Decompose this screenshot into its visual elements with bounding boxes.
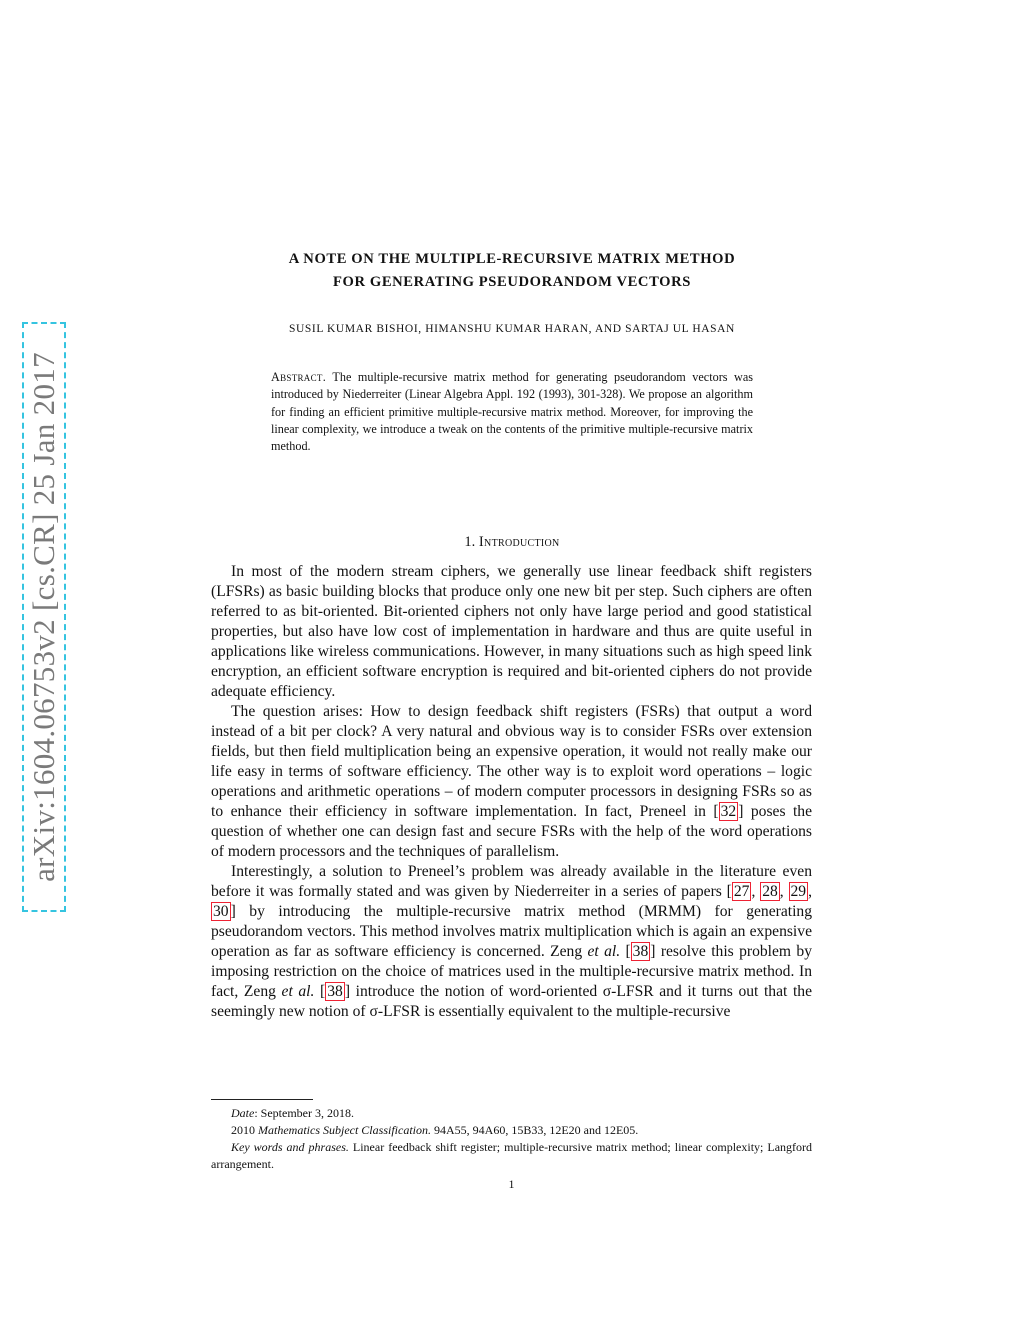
paragraph-1: In most of the modern stream ciphers, we generally use linear feedback shift registers (LFSRs) as basic building blocks that produce only one new bit per step. Such ciphers are often referred to as bit-oriented. Bit-oriented ciphers not only have large period and good statistical properties, but also have low cost of implementation in hardware and thus are quite useful in applications like wireless communications. However, in many situations such as high speed link encryption, an efficient software encryption is required and bit-oriented ciphers do not provide adequate efficiency.: [211, 563, 812, 700]
et-al-1: et al.: [587, 943, 621, 960]
paragraph-3-text-d: introduce the notion of word-oriented σ-LFSR and it turns out that the seemingly new notion of σ-LFSR is essentially equivalent to the multiple-recursive: [211, 983, 813, 1020]
page-number: 1: [508, 1177, 515, 1191]
paragraph-3: Interestingly, a solution to Preneel’s problem was already available in the literature even before it was formally stated and was given by Niederreiter in a series of papers [ 27 , 28 , 29 , 30 ] by introducing the multiple-recursive matrix method (MRMM) for generating pseudorandom vectors. This method involves matrix multiplication which is again an expensive operation as far as software efficiency is concerned. Zeng et al. [ 38 ] resolve this problem by imposing restriction on the choice of matrices used in the multiple-recursive matrix method. In fact, Zeng et al. [ 38 ] introduce the notion of word-oriented σ-LFSR and it turns out that the seemingly new notion of σ-LFSR is essentially equivalent to the multiple-recursive: [211, 863, 813, 1020]
paragraph-2: The question arises: How to design feedback shift registers (FSRs) that output a word instead of a bit per clock? A very natural and obvious way is to consider FSRs over extension fields, but then field multiplication being an expensive operation, it would not really make our life easy in terms of software efficiency. The other way is to exploit word operations – logic operations and arithmetic operations – of modern computer processors in designing FSRs so as to enhance their efficiency in software implementation. In fact, Preneel in [ 32 ] poses the question of whether one can design fast and secure FSRs with the help of the word operations of modern processors and the techniques of parallelism.: [211, 703, 813, 860]
citation-38-b[interactable]: 38: [327, 983, 343, 1000]
footnote-msc: [211, 1122, 812, 1139]
footnotes: [211, 1105, 812, 1173]
citation-27[interactable]: 27: [733, 883, 750, 900]
citation-30[interactable]: 30: [213, 903, 229, 920]
author-list: SUSIL KUMAR BISHOI, HIMANSHU KUMAR HARAN, AND SARTAJ UL HASAN: [289, 323, 735, 335]
msc-label: Mathematics Subject Classification.: [258, 1123, 431, 1137]
citation-29[interactable]: 29: [790, 883, 807, 900]
keywords-value: Linear feedback shift register; multiple-recursive matrix method; linear complexity; Langford arrangement.: [211, 1140, 813, 1171]
paragraph-3-text-a: Interestingly, a solution to Preneel’s problem was already available in the literature even before it was formally stated and was given by Niederreiter in a series of papers: [211, 863, 812, 900]
footnote-keywords: [211, 1139, 812, 1173]
title-line-2: FOR GENERATING PSEUDORANDOM VECTORS: [333, 274, 691, 290]
footnote-date: [211, 1105, 812, 1122]
abstract: [271, 369, 753, 455]
arxiv-identifier[interactable]: arXiv:1604.06753v2 [cs.CR] 25 Jan 2017: [26, 352, 61, 882]
keywords-label: Key words and phrases.: [231, 1140, 349, 1154]
et-al-2: et al.: [281, 983, 315, 1000]
citation-32[interactable]: 32: [720, 803, 737, 820]
citation-38-a[interactable]: 38: [632, 943, 649, 960]
section-heading: [211, 534, 813, 551]
section-number: 1.: [464, 534, 476, 550]
msc-prefix: 2010: [231, 1123, 255, 1137]
abstract-label: Abstract.: [271, 370, 327, 384]
paragraph-3-text-b: by introducing the multiple-recursive matrix method (MRMM) for generating pseudorandom vectors. This method involves matrix multiplication which is again an expensive operation as far as software efficiency is concerned. Zeng: [211, 903, 813, 960]
citation-28[interactable]: 28: [762, 883, 778, 900]
date-value: : September 3, 2018.: [254, 1106, 354, 1120]
abstract-text: The multiple-recursive matrix method for generating pseudorandom vectors was introduced by Niederreiter (Linear Algebra Appl. 192 (1993), 301-328). We propose an algorithm for finding an efficient primitive multiple-recursive matrix method. Moreover, for improving the linear complexity, we introduce a tweak on the contents of the primitive multiple-recursive matrix method.: [271, 370, 754, 454]
msc-value: 94A55, 94A60, 15B33, 12E20 and 12E05.: [433, 1123, 639, 1137]
paragraph-2-text-a: The question arises: How to design feedback shift registers (FSRs) that output a word instead of a bit per clock? A very natural and obvious way is to consider FSRs over extension fields, but then field multiplication being an expensive operation, it would not really make our life easy in terms of software efficiency. The other way is to exploit word operations – logic operations and arithmetic operations – of modern computer processors in designing FSRs so as to enhance their efficiency in software implementation. In fact, Preneel in: [211, 703, 812, 820]
title-line-1: A NOTE ON THE MULTIPLE-RECURSIVE MATRIX METHOD: [288, 251, 736, 267]
paragraph-2-text-b: poses the question of whether one can design fast and secure FSRs with the help of the word operations of modern processors and the techniques of parallelism.: [211, 803, 813, 860]
body-text: [211, 562, 812, 1022]
arxiv-sidebar[interactable]: [22, 322, 66, 912]
paper-title: [150, 248, 874, 294]
paragraph-3-text-c: resolve this problem by imposing restriction on the choice of matrices used in the multiple-recursive matrix method. In fact, Zeng: [211, 943, 812, 1000]
section-title: Introduction: [478, 534, 560, 550]
footnote-rule: [211, 1099, 313, 1100]
date-label: Date: [231, 1106, 255, 1120]
